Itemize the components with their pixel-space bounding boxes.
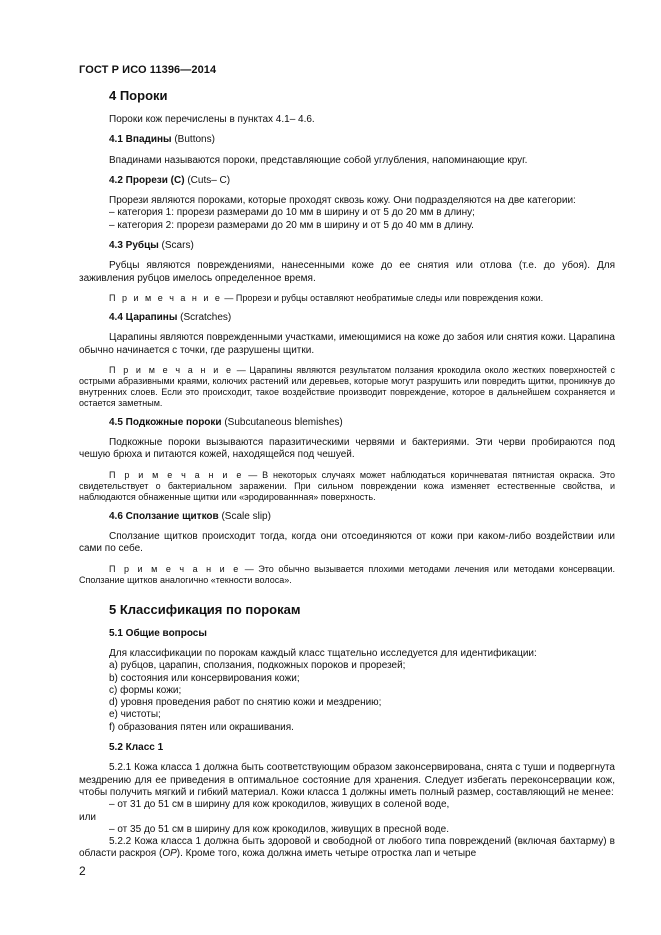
heading-4-4: 4.4 Царапины (Scratches) [109, 311, 232, 323]
list-item: d) уровня проведения работ по снятию кожи и мездрению; [109, 697, 382, 709]
list-item: – категория 1: прорези размерами до 10 мм в ширину и от 5 до 20 мм в длину; [109, 207, 475, 219]
heading-5-2: 5.2 Класс 1 [109, 742, 164, 754]
note-4-3: П р и м е ч а н и е — Прорези и рубцы оставляют необратимые следы или повреждения кожи. [109, 292, 544, 303]
list-item: c) формы кожи; [109, 684, 182, 696]
list-item: a) рубцов, царапин, сползания, подкожных пороков и прорезей; [109, 660, 406, 672]
heading-4-3: 4.3 Рубцы (Scars) [109, 240, 194, 252]
heading-4-5: 4.5 Подкожные пороки (Subcutaneous blemishes) [109, 416, 343, 428]
paragraph-4-6: Сползание щитков происходит тогда, когда они отсоединяются от кожи при каком-либо воздействии или сами по себе. [79, 531, 615, 555]
section-4-intro: Пороки кож перечислены в пунктах 4.1– 4.6. [109, 114, 315, 125]
section-5-title: 5 Классификация по порокам [109, 601, 301, 617]
section-4-title: 4 Пороки [109, 88, 168, 103]
page-number: 2 [79, 864, 86, 878]
heading-4-2: 4.2 Прорези (С) (Cuts– C) [109, 174, 231, 186]
paragraph-5-2-1: 5.2.1 Кожа класса 1 должна быть соответствующим образом законсервирована, снята с туши и подвергнута мездрению для ее приведения в оптимальное состояние для хранения. Следует избегать переконсервации кож, чтобы получить мягкий и гибкий материал. Кожи класса 1 должны иметь полный размер, составляющий не менее: [79, 762, 615, 798]
heading-4-1: 4.1 Впадины (Buttons) [109, 134, 215, 146]
list-item: – от 31 до 51 см в ширину для кож крокодилов, живущих в соленой воде, [109, 799, 450, 811]
paragraph-5-1: Для классификации по порокам каждый класс тщательно исследуется для идентификации: [109, 647, 537, 659]
paragraph-4-4: Царапины являются поврежденными участками, имеющимися на коже до забоя или снятия кожи. Царапина обычно начинается с точки, где разрушены щитки. [79, 332, 615, 356]
document-body [79, 88, 615, 861]
note-4-4: П р и м е ч а н и е — Царапины являются результатом ползания крокодила около жестких поверхностей с острыми абразивными краями, колючих растений или деревьев, которые могут разрушить или повредить щитки, проникнув до внутренних слоев. Если это происходит, такое воздействие производит повреждение, которое в дальнейшем сохраняется и остается заметным. [79, 364, 615, 408]
list-item: e) чистоты; [109, 709, 161, 721]
heading-4-6: 4.6 Сползание щитков (Scale slip) [109, 510, 271, 522]
paragraph-4-2: Прорези являются пороками, которые проходят сквозь кожу. Они подразделяются на две категории: [109, 195, 576, 207]
list-item: – от 35 до 51 см в ширину для кож крокодилов, живущих в пресной воде. [109, 823, 449, 835]
list-item: f) образования пятен или окрашивания. [109, 721, 294, 733]
list-item: – категория 2: прорези размерами до 20 мм в ширину и от 5 до 40 мм в длину. [109, 219, 474, 231]
paragraph-4-3: Рубцы являются повреждениями, нанесенными коже до ее снятия или отлова (т.е. до убоя). Для заживления рубцов имелось определенное время. [79, 260, 615, 284]
paragraph-4-1: Впадинами называются пороки, представляющие собой углубления, напоминающие круг. [109, 154, 528, 166]
paragraph-5-2-2: 5.2.2 Кожа класса 1 должна быть здоровой и свободной от любого типа повреждений (включая бахтарму) в области раскроя (ОР). Кроме того, кожа должна иметь четыре отростка лап и четыре [79, 836, 615, 860]
document-header: ГОСТ Р ИСО 11396—2014 [79, 64, 217, 76]
note-4-5: П р и м е ч а н и е — В некоторых случаях может наблюдаться коричневатая пятнистая окраска. Это свидетельствует о бактериальном заражении. При сильном повреждении кожа изменяет естественные свойства, и наблюдаются обнаженные щитки или «эродированнная» поверхность. [79, 469, 615, 502]
or-text: или [79, 811, 97, 823]
paragraph-4-5: Подкожные пороки вызываются паразитическими червями и бактериями. Эти черви пробираются под чешую брюха и питаются кожей, находящейся под чешуей. [79, 437, 615, 461]
note-4-6: П р и м е ч а н и е — Это обычно вызывается плохими методами лечения или методами консервации. Сползание щитков аналогично «текности волоса». [79, 563, 616, 585]
heading-5-1: 5.1 Общие вопросы [109, 627, 207, 639]
list-item: b) состояния или консервирования кожи; [109, 672, 300, 684]
